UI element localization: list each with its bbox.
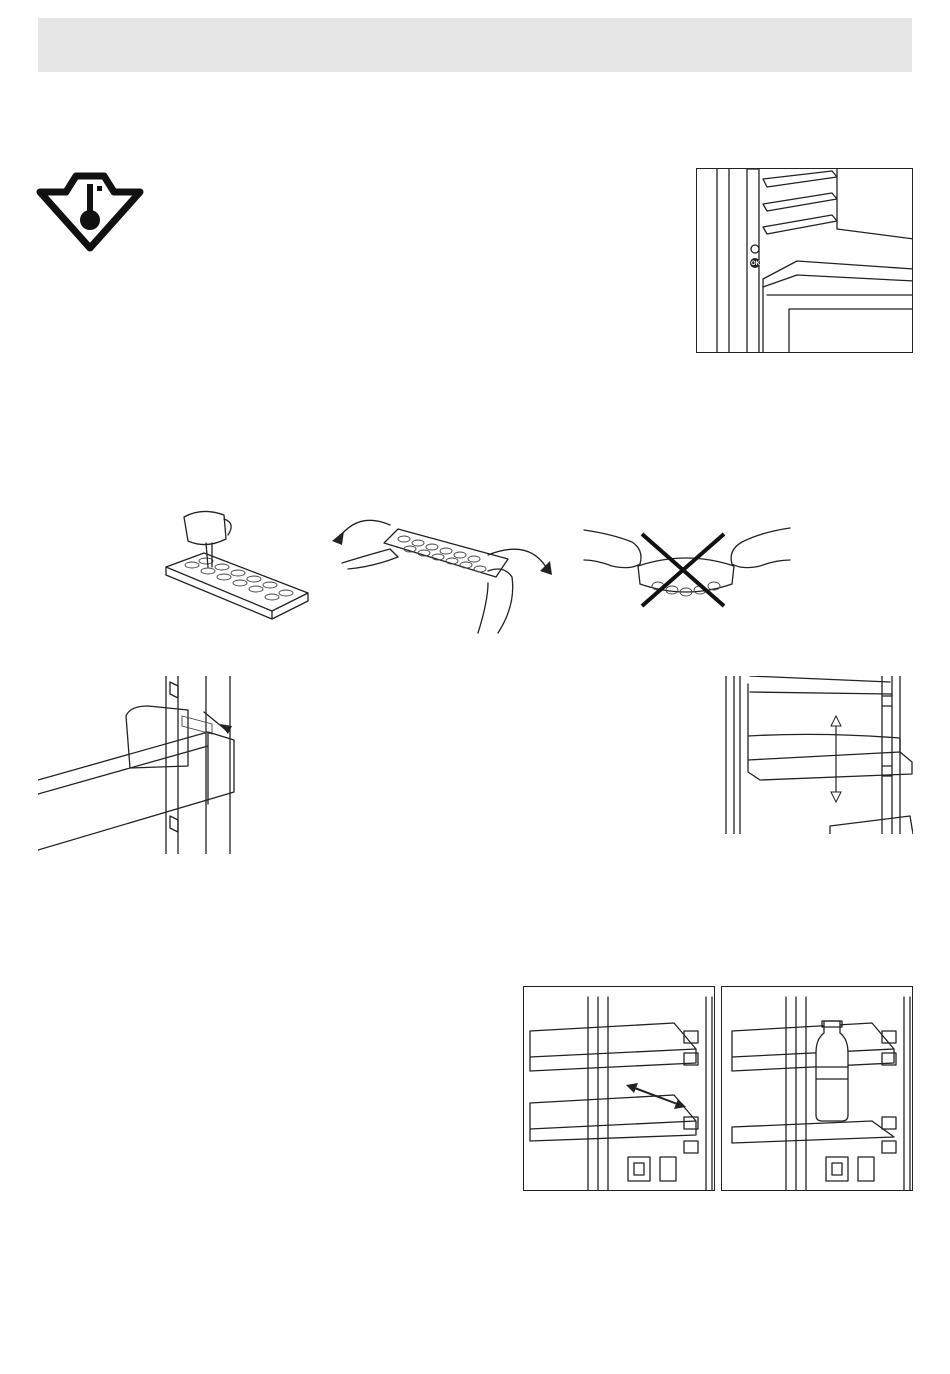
header-bar xyxy=(38,18,912,72)
ice-tray-twisting-illustration xyxy=(328,505,553,635)
shelf-bottle-illustration xyxy=(721,986,913,1191)
door-shelf-removal-illustration xyxy=(38,676,238,854)
fridge-thermostat-illustration xyxy=(696,168,913,353)
thermometer-warning-icon xyxy=(36,168,144,254)
do-not-twist-illustration xyxy=(582,520,792,610)
bottle-icon xyxy=(816,1021,848,1121)
ice-tray-filling-illustration xyxy=(162,505,312,625)
ok-indicator-label: OK xyxy=(751,261,760,267)
double-arrow-icon xyxy=(831,716,841,802)
door-shelves-adjustable-illustration xyxy=(720,676,913,834)
shelf-sliding-illustration xyxy=(523,986,715,1191)
double-arrow-icon xyxy=(626,1083,686,1109)
